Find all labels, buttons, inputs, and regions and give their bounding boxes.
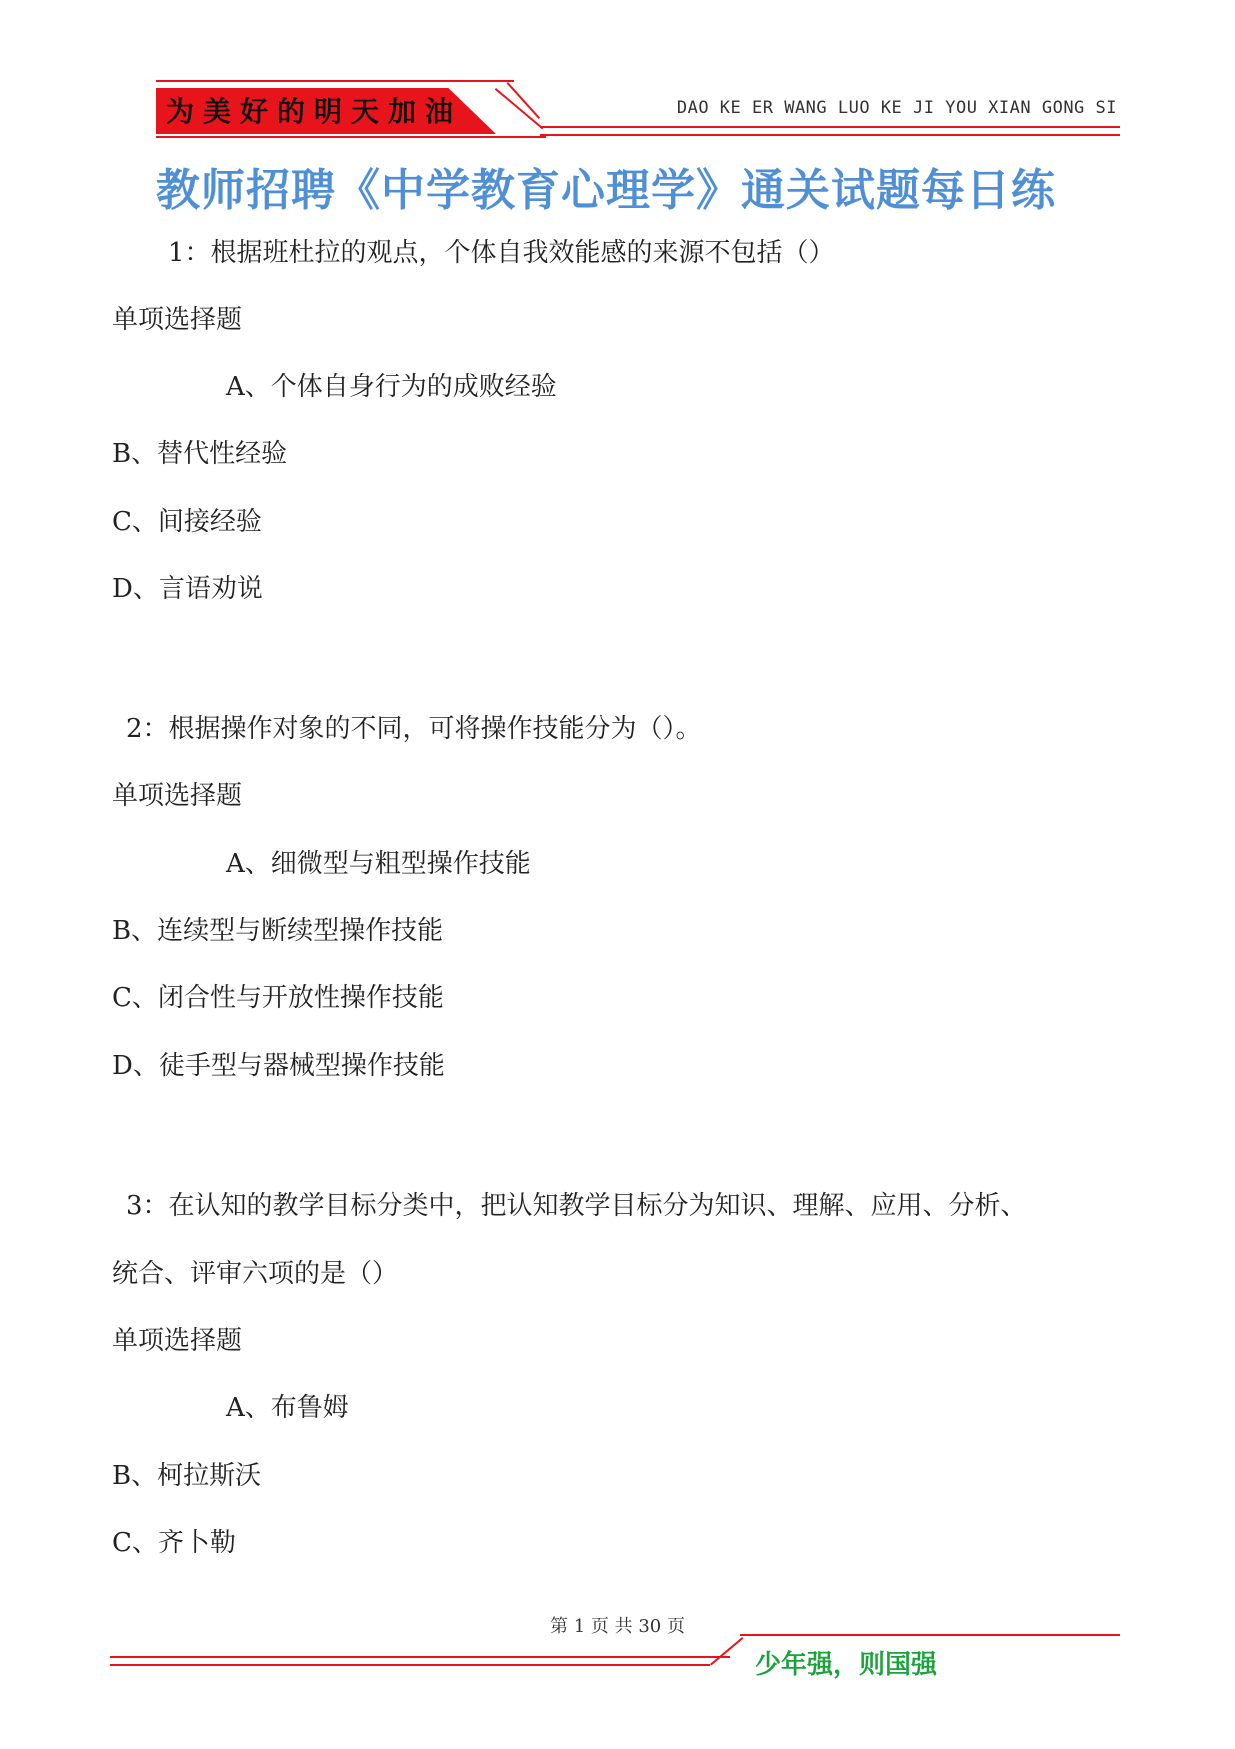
question-2-option-b: B、连续型与断续型操作技能 xyxy=(112,916,444,946)
question-3-stem: 3：在认知的教学目标分类中，把认知教学目标分为知识、理解、应用、分析、 xyxy=(126,1191,1027,1221)
question-1-option-a: A、个体自身行为的成败经验 xyxy=(226,372,557,402)
page-number: 第 1 页 共 30 页 xyxy=(550,1616,685,1637)
question-1-stem: 1：根据班杜拉的观点，个体自我效能感的来源不包括（） xyxy=(168,238,835,268)
question-2-option-c: C、闭合性与开放性操作技能 xyxy=(112,983,444,1013)
footer-rule-top xyxy=(740,1634,1120,1636)
question-3-stem-continued: 统合、评审六项的是（） xyxy=(112,1259,399,1289)
question-3-type: 单项选择题 xyxy=(112,1326,243,1356)
header-banner-text: 为美好的明天加油 xyxy=(166,95,463,128)
footer-rule xyxy=(110,1664,710,1666)
question-3-option-b: B、柯拉斯沃 xyxy=(112,1461,262,1491)
question-1-option-b: B、替代性经验 xyxy=(112,439,288,469)
header-rule-right xyxy=(540,126,1120,128)
question-2-type: 单项选择题 xyxy=(112,781,243,811)
header-rule-bottom xyxy=(156,136,546,138)
question-1-type: 单项选择题 xyxy=(112,305,243,335)
footer-rule xyxy=(110,1656,730,1658)
question-2-option-a: A、细微型与粗型操作技能 xyxy=(226,849,531,879)
question-3-option-c: C、齐卜勒 xyxy=(112,1528,236,1558)
question-3-option-a: A、布鲁姆 xyxy=(226,1393,349,1423)
question-1-option-d: D、言语劝说 xyxy=(112,574,263,604)
question-2-option-d: D、徒手型与器械型操作技能 xyxy=(112,1051,445,1081)
header-rule-right xyxy=(540,134,1120,136)
company-name: DAO KE ER WANG LUO KE JI YOU XIAN GONG SI xyxy=(676,98,1117,118)
footer-slogan: 少年强，则国强 xyxy=(755,1650,938,1680)
question-1-option-c: C、间接经验 xyxy=(112,507,262,537)
question-2-stem: 2：根据操作对象的不同，可将操作技能分为（）。 xyxy=(126,714,702,744)
footer-diagonal-rule xyxy=(710,1637,743,1666)
header-rule-top xyxy=(156,80,514,82)
document-title: 教师招聘《中学教育心理学》通关试题每日练 xyxy=(156,165,1056,216)
